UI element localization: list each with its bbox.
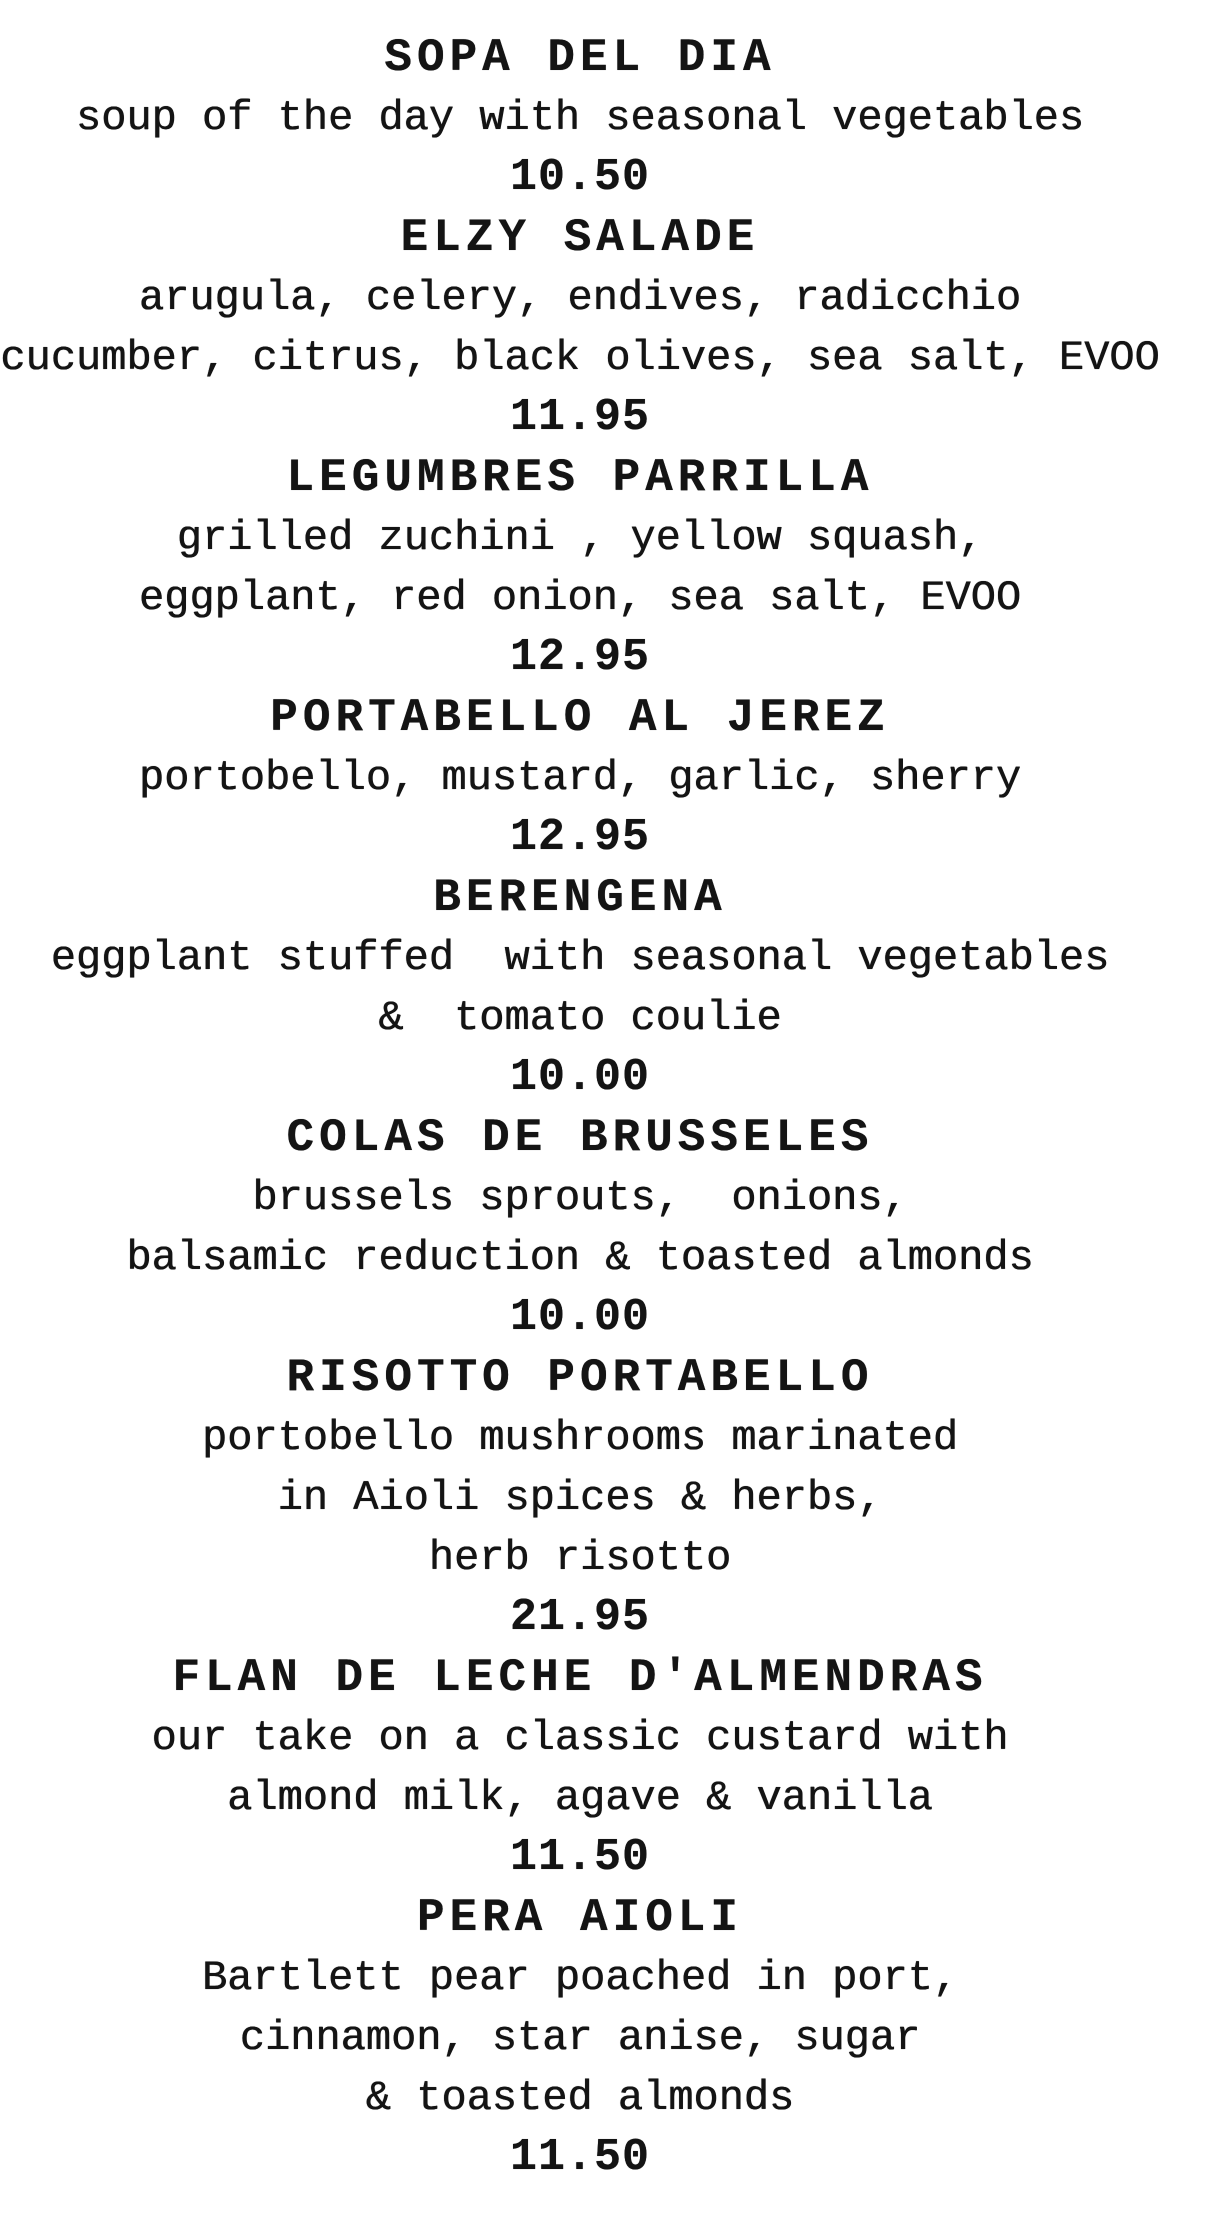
menu-item-description-line: in Aioli spices & herbs, — [277, 1474, 883, 1522]
menu-item-description-line: herb risotto — [428, 1534, 732, 1582]
menu-item-description — [0, 268, 1160, 388]
menu-item-description — [0, 1408, 1160, 1588]
menu-item-description-line: brussels sprouts, onions, — [252, 1174, 908, 1222]
menu-item-description-line: & toasted almonds — [365, 2074, 795, 2122]
menu-item-name: ELZY SALADE — [400, 212, 760, 264]
menu-item — [0, 868, 1160, 1108]
menu-item-name: RISOTTO PORTABELLO — [286, 1352, 874, 1404]
menu-item-description-line: grilled zuchini , yellow squash, — [176, 514, 984, 562]
menu-item-description-line: portobello mushrooms marinated — [201, 1414, 959, 1462]
menu-item-price: 21.95 — [509, 1592, 651, 1643]
menu-item-description-line: & tomato coulie — [378, 994, 782, 1042]
menu-item — [0, 28, 1160, 208]
menu-item-name: COLAS DE BRUSSELES — [286, 1112, 874, 1164]
menu-item — [0, 208, 1160, 448]
menu-item-description — [0, 508, 1160, 628]
menu-item-price: 11.50 — [509, 2132, 651, 2183]
menu-item-description-line: cucumber, citrus, black olives, sea salt, EVOO — [0, 334, 1160, 382]
menu-item-description-line: eggplant, red onion, sea salt, EVOO — [138, 574, 1022, 622]
menu-item-description-line: soup of the day with seasonal vegetables — [75, 94, 1085, 142]
menu-item — [0, 448, 1160, 688]
menu-item-description-line: portobello, mustard, garlic, sherry — [138, 754, 1022, 802]
menu-item-description — [0, 1948, 1160, 2128]
menu-item-name: LEGUMBRES PARRILLA — [286, 452, 874, 504]
menu-item — [0, 1888, 1160, 2188]
menu-item-name: BERENGENA — [433, 872, 727, 924]
menu-item-description-line: eggplant stuffed with seasonal vegetables — [50, 934, 1110, 982]
menu-item-description-line: arugula, celery, endives, radicchio — [138, 274, 1022, 322]
menu-item-name: SOPA DEL DIA — [384, 32, 776, 84]
menu-item-price: 10.00 — [509, 1052, 651, 1103]
menu-item-price: 10.00 — [509, 1292, 651, 1343]
menu-item-description — [0, 88, 1160, 148]
menu-item-description — [0, 748, 1160, 808]
menu-item — [0, 1348, 1160, 1648]
menu-item-price: 12.95 — [509, 812, 651, 863]
menu-item-description — [0, 1708, 1160, 1828]
menu-item-description-line: Bartlett pear poached in port, — [201, 1954, 959, 2002]
menu-item-price: 11.50 — [509, 1832, 651, 1883]
menu-item-price: 12.95 — [509, 632, 651, 683]
menu-item-description-line: balsamic reduction & toasted almonds — [126, 1234, 1034, 1282]
menu-item — [0, 1648, 1160, 1888]
menu-item-description-line: our take on a classic custard with — [151, 1714, 1009, 1762]
menu-item-description — [0, 1168, 1160, 1288]
menu-item-price: 11.95 — [509, 392, 651, 443]
menu-item — [0, 1108, 1160, 1348]
menu-item-description — [0, 928, 1160, 1048]
menu-item-name: PORTABELLO AL JEREZ — [270, 692, 890, 744]
menu-item-description-line: cinnamon, star anise, sugar — [239, 2014, 921, 2062]
menu-item-name: FLAN DE LECHE D'ALMENDRAS — [172, 1652, 988, 1704]
menu-item-description-line: almond milk, agave & vanilla — [227, 1774, 933, 1822]
menu-item-price: 10.50 — [509, 152, 651, 203]
menu-item-name: PERA AIOLI — [416, 1892, 744, 1944]
menu-item — [0, 688, 1160, 868]
